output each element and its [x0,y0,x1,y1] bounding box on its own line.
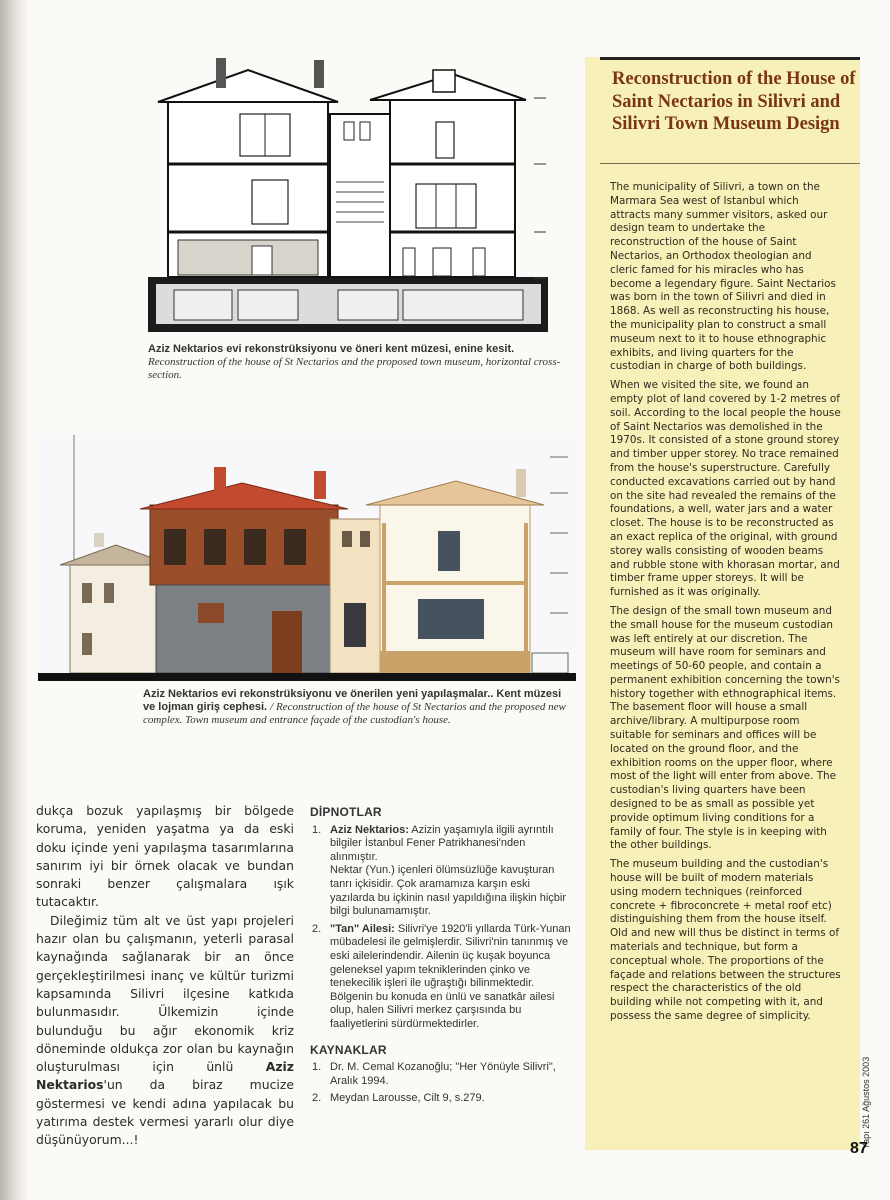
footnote-2: 2. "Tan" Ailesi: Silivri'ye 1920'li yıllarda Türk-Yunan mübadelesi ile gelmişlerdir. Silivri'nin tanınmış ve eski ailelerindendir. Ailenin üç kuşak boyunca geleneksel yapım tekniklerinden çinko ve tenekecilik işleri ile uğraştığı bilinmektedir. Bölgenin bu konuda en ünlü ve sanatkâr ailesi olup, halen Silivri merkez çarşısında bu faaliyetlerini sürdürmektedirler. [312,922,571,1030]
reference-2: 2. Meydan Larousse, Cilt 9, s.279. [312,1092,485,1105]
footnotes [310,806,572,1110]
references-heading: KAYNAKLAR [310,1042,387,1057]
figure1-caption-tr: Aziz Nektarios evi rekonstrüksiyonu ve öneri kent müzesi, enine kesit. [148,343,515,355]
sidebar-paragraph-2: When we visited the site, we found an empty plot of land covered by 1-2 metres of soil. According to the local people the house of Saint Nectarios was demolished in the 1970s. It consisted of a stone ground storey and timber upper storey. No trace remained from the house's superstructure. Carefully conducted excavations carried out by hand on the site had revealed the remains of the foundations, a well, water jars and a water closet. The house is to be reconstructed as an exact replica of the original, with ground storey walls consisting of wooden beams and rubble stone with khorasan mortar, and timber frame upper storeys. It will be furnished as it was originally. [610,379,841,599]
binding-shadow [0,0,28,1200]
page-number: 87 [850,1140,868,1157]
main-text-column [36,802,294,1150]
english-summary-sidebar [585,57,860,1150]
sidebar-paragraph-1: The municipality of Silivri, a town on the Marmara Sea west of Istanbul which attracts many summer visitors, asked our design team to undertake the reconstruction of the house of Saint Nectarios, an Orthodox theologian and cleric famed for his miracles who has become a legendary figure. Saint Nectarios was born in the town of Silivri and died in 1868. As well as reconstructing his house, the municipality plan to construct a small museum next to it to house ethnographic exhibits, and living quarters for the custodian in charge of both buildings. [610,181,836,373]
sidebar-top-rule [600,57,860,60]
elevation-drawing [38,433,576,691]
footnotes-heading: DİPNOTLAR [310,805,382,819]
aziz-nektarios-bold: Aziz Nektarios [36,1059,294,1093]
figure1-caption-en: Reconstruction of the house of St Nectarios and the proposed town museum, horizontal cross-section. [148,356,561,381]
figure1-caption [148,343,568,382]
sidebar-paragraph-4: The museum building and the custodian's house will be built of modern materials using modern techniques (reinforced concrete + fibroconcrete + metal roof etc) distinguishing them from the house itself. Old and new will thus be distinct in terms of materials and technique, but form a conceptual whole. The proportions of the façade and relations between the structures respect the characteristics of the old building while not competing with it, and possess the same degree of simplicity. [610,858,841,1023]
sidebar-paragraph-3: The design of the small town museum and the small house for the museum custodian was left entirely at our discretion. The museum will have room for seminars and meetings of 50-60 people, and contain a permanent exhibition concerning the town's history together with ethnographical items. The basement floor will house a small archive/library. A multipurpose room suitable for seminars and offices will be located on the ground floor, and the exhibition rooms on the upper floor, where most of the light will enter from above. The custodian's living quarters have been designed to be as small as possible yet provide optimum living conditions for a family of four. The style is in keeping with the other buildings. [610,604,840,852]
reference-1: 1. Dr. M. Cemal Kozanoğlu; "Her Yönüyle Silivri", Aralık 1994. [312,1061,556,1087]
main-paragraph-2: Dileğimiz tüm alt ve üst yapı projeleri hazır olan bu çalışmanın, yeterli parasal kaynağında sağlanarak bir an önce gerçekleştirilmesi inanç ve kültür turizmi kapsamında Silivri ilçesine katkıda bulunmasıdır. Ülkemizin içinde bulunduğu bu ağır ekonomik kriz döneminde oldukça zor olan bu kaynağın oluşturulması için ünlü Aziz Nektarios'un da biraz mucize göstermesi ve kendi adına yapılacak bu yatırıma destek vermesi yararlı olur diye düşünüyorum...! [36,912,294,1148]
sidebar-body [610,181,842,1029]
cross-section-drawing [148,52,553,337]
journal-issue: Yapı 261 Ağustos 2003 [861,1056,872,1150]
sidebar-title-rule [600,163,860,164]
figure2-caption-tr: Aziz Nektarios evi rekonstrüksiyonu ve önerilen yeni yapılaşmalar.. Kent müzesi ve lojman giriş cephesi. [143,688,562,713]
figure2-caption-en: / Reconstruction of the house of St Nectarios and the proposed new complex. Town museum and entrance façade of the custodian's house. [143,701,566,726]
footnote-1: 1. Aziz Nektarios: Azizin yaşamıyla ilgili ayrıntılı bilgiler İstanbul Fener Patrikhanesi'nden alınmıştır. Nektar (Yun.) içenleri ölümsüzlüğe kavuşturan tanrı içkisidir. Çok aramamıza karşın eski yazılarda bu içkinin nasıl yapıldığına ilişkin hiçbir bilgi bulunamamıştır. [312,823,567,918]
sidebar-title: Reconstruction of the House of Saint Nectarios in Silivri and Silivri Town Museum Design [612,69,856,134]
journal-folio [858,1056,872,1150]
figure2-caption [143,688,573,727]
main-paragraph-1: dukça bozuk yapılaşmış bir bölgede koruma, yeniden yaşatma ya da eski doku içinde yeni yapılaşma tasarımlarına sanırım iyi bir örnek olacak ve bundan sonraki benzer çalışmalara ışık tutacaktır. [36,803,294,910]
